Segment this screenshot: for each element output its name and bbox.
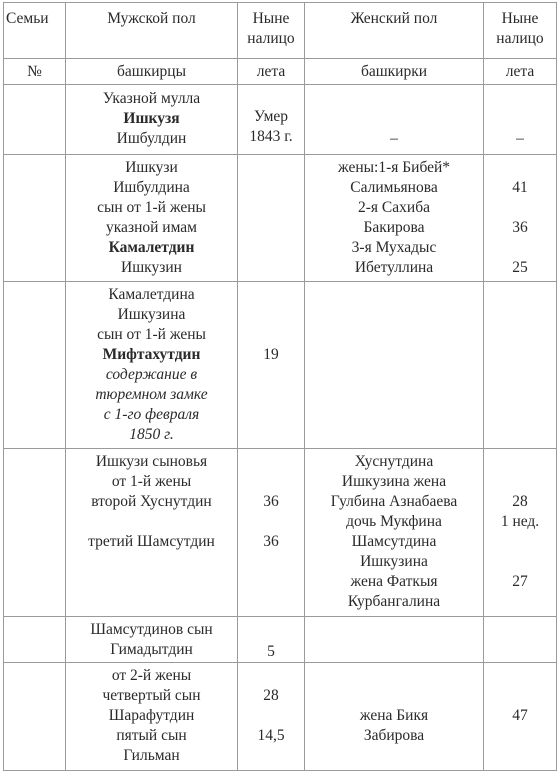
male-line bbox=[66, 345, 237, 365]
family-number-cell bbox=[4, 449, 66, 617]
male-age-cell bbox=[238, 155, 305, 282]
census-table bbox=[3, 2, 557, 771]
table-row bbox=[4, 663, 557, 771]
header-male-present-line1: Ныне bbox=[252, 10, 290, 27]
female-line: 3-я Мухадыс bbox=[351, 239, 437, 256]
header-female-present bbox=[484, 3, 557, 59]
male-line: Гимадытдин bbox=[110, 641, 193, 658]
male-age-line: 28 bbox=[263, 687, 279, 704]
spacer bbox=[238, 512, 304, 532]
family-number-cell bbox=[4, 282, 66, 449]
male-note-italic: тюремном замке bbox=[95, 386, 208, 403]
male-age-cell bbox=[238, 282, 305, 449]
header-male bbox=[66, 3, 238, 59]
male-note-italic: 1850 г. bbox=[129, 426, 174, 443]
male-line: Ишбулдина bbox=[113, 179, 190, 196]
female-line: Ибетуллина bbox=[354, 259, 434, 276]
female-cell bbox=[305, 282, 484, 449]
female-line: Салимьянова bbox=[350, 179, 438, 196]
male-name-bold: Ишкузя bbox=[123, 110, 180, 127]
male-cell bbox=[66, 282, 238, 449]
female-age-line: 36 bbox=[512, 219, 528, 236]
table-row bbox=[4, 85, 557, 155]
header-family-label: Семьи bbox=[6, 10, 49, 27]
male-line: Ишкузин bbox=[121, 259, 182, 276]
subheader-number-label: № bbox=[27, 63, 42, 80]
male-line: Гильман bbox=[123, 747, 180, 764]
male-cell bbox=[66, 663, 238, 771]
male-line: Шарафутдин bbox=[108, 707, 195, 724]
male-line bbox=[66, 365, 237, 385]
male-age-line: 36 bbox=[263, 493, 279, 510]
header-female-present-line2: налицо bbox=[496, 30, 544, 47]
male-age-line: 14,5 bbox=[257, 727, 285, 744]
subheader-female-age-label: лета bbox=[505, 63, 535, 80]
male-line: Шамсутдинов сын bbox=[90, 621, 213, 638]
male-note-italic: содержание в bbox=[105, 366, 198, 383]
header-family bbox=[4, 3, 66, 59]
male-line bbox=[66, 425, 237, 445]
table-row bbox=[4, 282, 557, 449]
male-line: третий Шамсутдин bbox=[88, 533, 215, 550]
male-line bbox=[66, 109, 237, 129]
male-line bbox=[66, 405, 237, 425]
male-age-line: 19 bbox=[263, 346, 279, 363]
male-age-cell bbox=[238, 449, 305, 617]
header-female-present-line1: Ныне bbox=[501, 10, 539, 27]
subheader-male-age bbox=[238, 59, 305, 85]
header-male-present-line2: налицо bbox=[247, 30, 295, 47]
female-line: Бакирова bbox=[363, 219, 425, 236]
female-line: Ишкузина жена bbox=[341, 473, 447, 490]
header-male-present bbox=[238, 3, 305, 59]
female-cell bbox=[305, 85, 484, 155]
male-note-italic: с 1-го февраля bbox=[103, 406, 200, 423]
male-age-cell bbox=[238, 617, 305, 663]
subheader-bashkir-women bbox=[305, 59, 484, 85]
subheader-female-age bbox=[484, 59, 557, 85]
male-age-line: Умер bbox=[253, 108, 289, 125]
male-cell bbox=[66, 617, 238, 663]
subheader-bashkir-men bbox=[66, 59, 238, 85]
male-line: Ишбулдин bbox=[116, 130, 187, 147]
male-line: от 2-й жены bbox=[111, 667, 192, 684]
subheader-row bbox=[4, 59, 557, 85]
table-row bbox=[4, 449, 557, 617]
female-age-cell bbox=[484, 85, 557, 155]
male-cell bbox=[66, 155, 238, 282]
spacer bbox=[238, 706, 304, 726]
male-line: указной имам bbox=[106, 219, 197, 236]
male-name-bold: Камалетдин bbox=[108, 239, 195, 256]
female-age-line: 27 bbox=[512, 573, 528, 590]
male-age-line: 5 bbox=[267, 643, 275, 660]
female-cell bbox=[305, 617, 484, 663]
subheader-bashkir-women-label: башкирки bbox=[360, 63, 428, 80]
header-row bbox=[4, 3, 557, 59]
female-age-cell bbox=[484, 449, 557, 617]
male-age-line: 36 bbox=[263, 533, 279, 550]
male-line: Ишкузина bbox=[117, 306, 186, 323]
female-cell bbox=[305, 449, 484, 617]
female-cell bbox=[305, 155, 484, 282]
male-name-bold: Мифтахутдин bbox=[102, 346, 201, 363]
male-line: Камалетдина bbox=[108, 286, 195, 303]
spacer bbox=[484, 552, 556, 572]
male-line: сын от 1-й жены bbox=[97, 199, 206, 216]
female-line: Хуснутдина bbox=[354, 453, 434, 470]
male-line: сын от 1-й жены bbox=[97, 326, 206, 343]
male-line: четвертый сын bbox=[102, 687, 201, 704]
table-row bbox=[4, 155, 557, 282]
subheader-male-age-label: лета bbox=[256, 63, 286, 80]
spacer bbox=[66, 512, 237, 532]
female-age-cell bbox=[484, 617, 557, 663]
subheader-number bbox=[4, 59, 66, 85]
male-line: Ишкузи сыновья bbox=[95, 453, 208, 470]
female-age-line: 41 bbox=[512, 179, 528, 196]
female-line: Курбангалина bbox=[347, 593, 441, 610]
female-age-line: 47 bbox=[512, 707, 528, 724]
male-line: от 1-й жены bbox=[111, 473, 192, 490]
female-age-line: 25 bbox=[512, 259, 528, 276]
male-line bbox=[66, 238, 237, 258]
female-line: Гулбина Азнабаева bbox=[330, 493, 458, 510]
header-male-label: Мужской пол bbox=[107, 10, 196, 27]
header-female-label: Женский пол bbox=[350, 10, 438, 27]
female-line: Шамсутдина bbox=[351, 533, 437, 550]
female-line: Ишкузина bbox=[360, 553, 428, 570]
female-age-line: 28 bbox=[512, 493, 528, 510]
subheader-bashkir-men-label: башкирцы bbox=[117, 63, 186, 80]
female-line: жена Фаткыя bbox=[350, 573, 438, 590]
male-age-cell bbox=[238, 663, 305, 771]
header-female bbox=[305, 3, 484, 59]
female-age-cell bbox=[484, 663, 557, 771]
family-number-cell bbox=[4, 663, 66, 771]
female-age-cell bbox=[484, 155, 557, 282]
spacer bbox=[484, 198, 556, 218]
female-line: жены:1-я Бибей* bbox=[337, 159, 451, 176]
female-line: дочь Мукфина bbox=[346, 513, 442, 530]
male-age-cell bbox=[238, 85, 305, 155]
female-age-cell bbox=[484, 282, 557, 449]
spacer bbox=[484, 238, 556, 258]
female-age-line: – bbox=[516, 130, 524, 147]
spacer bbox=[484, 532, 556, 552]
male-line: второй Хуснутдин bbox=[91, 493, 212, 510]
male-line: Указной мулла bbox=[102, 90, 201, 107]
female-line: жена Бикя bbox=[359, 707, 429, 724]
female-cell bbox=[305, 663, 484, 771]
male-cell bbox=[66, 449, 238, 617]
female-age-line: 1 нед. bbox=[500, 513, 540, 530]
female-line: – bbox=[390, 130, 398, 147]
female-line: Забирова bbox=[363, 727, 425, 744]
male-line: пятый сын bbox=[116, 727, 187, 744]
table-row bbox=[4, 617, 557, 663]
family-number-cell bbox=[4, 617, 66, 663]
female-line: 2-я Сахиба bbox=[358, 199, 430, 216]
male-line bbox=[66, 385, 237, 405]
family-number-cell bbox=[4, 85, 66, 155]
male-age-line: 1843 г. bbox=[249, 128, 293, 145]
male-cell bbox=[66, 85, 238, 155]
family-number-cell bbox=[4, 155, 66, 282]
male-line: Ишкузи bbox=[125, 159, 178, 176]
